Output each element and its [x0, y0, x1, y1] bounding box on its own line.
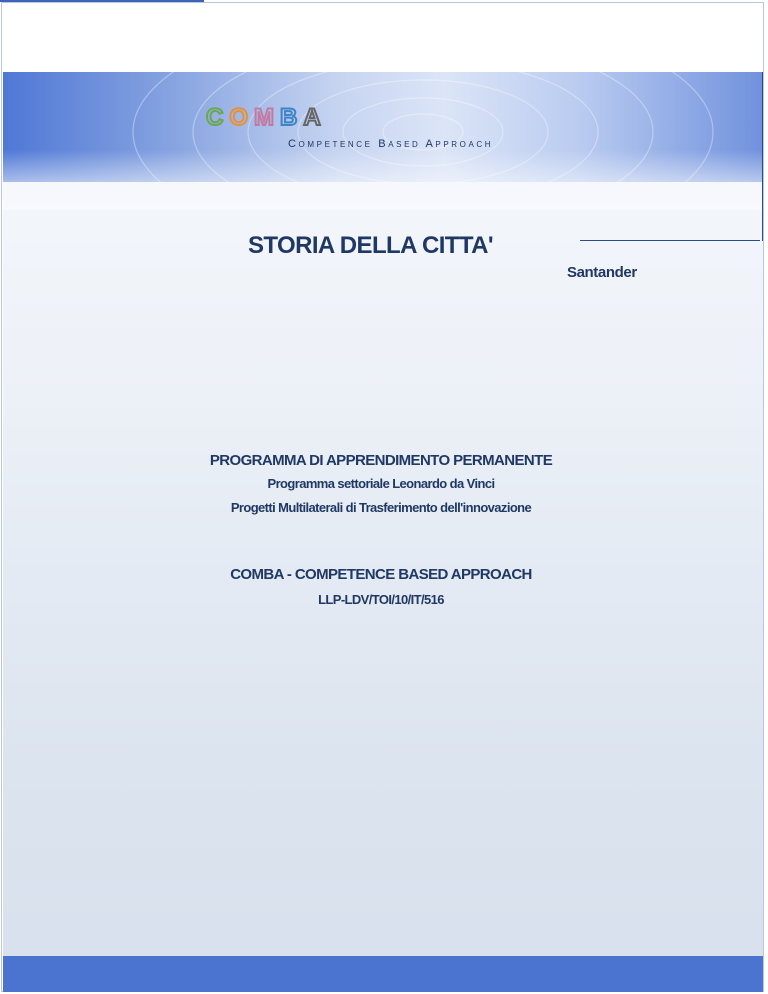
document-title: STORIA DELLA CITTA' [248, 232, 493, 259]
program-heading: PROGRAMMA DI APPRENDIMENTO PERMANENTE [209, 452, 553, 469]
project-name: COMBA - COMPETENCE BASED APPROACH [230, 566, 532, 583]
banner-fade [3, 150, 763, 210]
logo-letter-c: C [206, 104, 224, 131]
program-description: Progetti Multilaterali di Trasferimento dell'innovazione [230, 500, 532, 515]
logo-letter-a: A [303, 104, 321, 131]
logo-letter-b: B [280, 104, 298, 131]
program-subheading: Programma settoriale Leonardo da Vinci [267, 476, 495, 491]
footer-band [3, 956, 763, 992]
logo-letter-o: O [229, 104, 249, 131]
logo-tagline: Competence Based Approach [288, 138, 494, 150]
cover-background [3, 72, 763, 992]
logo-letter-m: M [254, 104, 275, 131]
city-name: Santander [567, 264, 637, 281]
title-rule-vertical [762, 72, 763, 241]
title-rule [580, 240, 760, 241]
project-code: LLP-LDV/TOI/10/IT/516 [318, 592, 444, 607]
comba-logo [206, 104, 327, 130]
